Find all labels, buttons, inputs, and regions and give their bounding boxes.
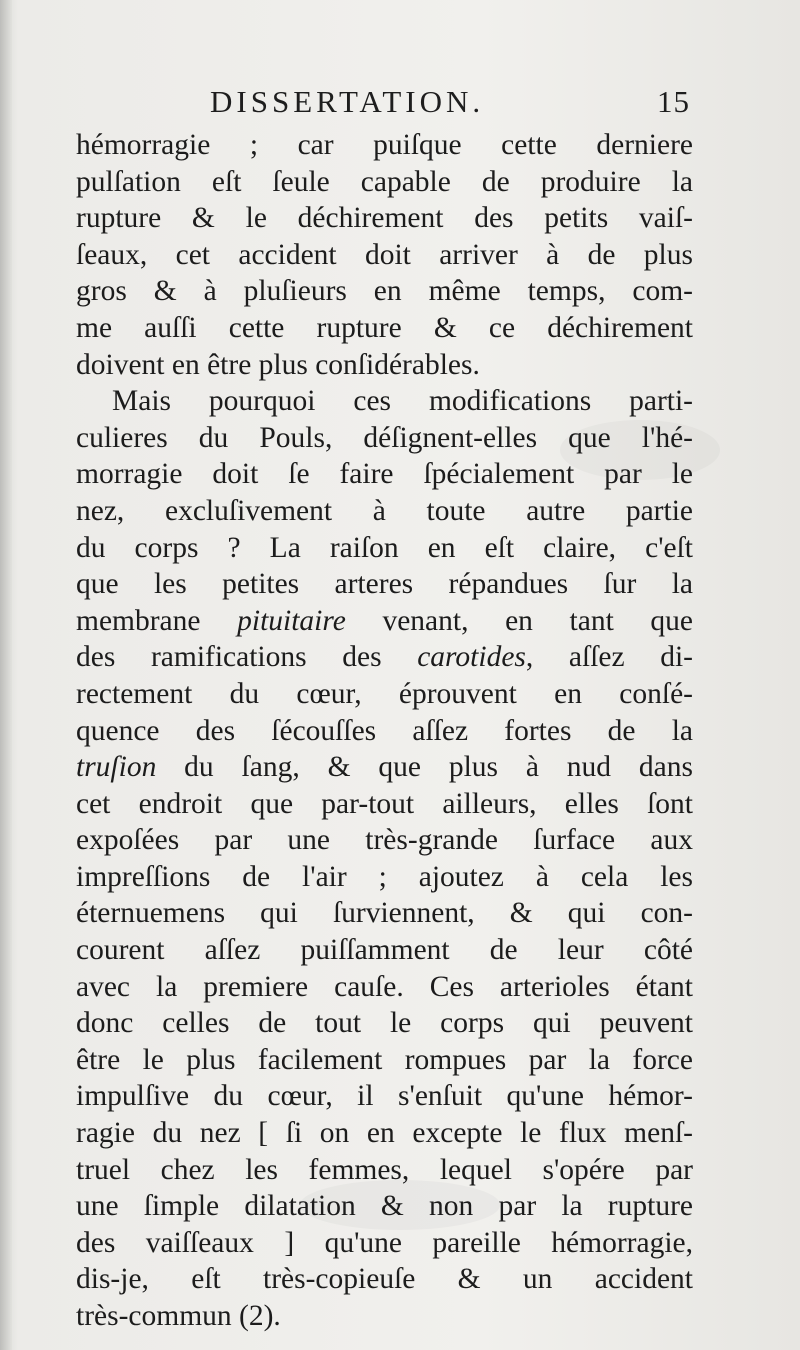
text-line: quence des ſécouſſes aſſez fortes de la — [76, 714, 693, 747]
text-line: nez, excluſivement à toute autre partie — [76, 494, 693, 527]
header-title: DISSERTATION. — [210, 84, 485, 119]
text-line: truſion du ſang, & que plus à nud dans — [76, 751, 693, 784]
running-header — [210, 84, 690, 124]
paragraph-first-line: Mais pourquoi ces modifications parti- — [112, 385, 693, 418]
text-line: donc celles de tout le corps qui peuvent — [76, 1007, 693, 1040]
text-line: hémorragie ; car puiſque cette derniere — [76, 129, 693, 161]
text-line: cet endroit que par-tout ailleurs, elles ſont — [76, 787, 693, 820]
text-line: éternuemens qui ſurviennent, & qui con- — [76, 897, 693, 930]
page-number: 15 — [657, 84, 690, 119]
page-gutter-shadow — [0, 0, 12, 1350]
text-line: expoſées par une très-grande ſurface aux — [76, 824, 693, 857]
text-line: pulſation eſt ſeule capable de produire la — [76, 165, 693, 198]
text-line: dis-je, eſt très-copieuſe & un accident — [76, 1263, 693, 1296]
text-line: truel chez les femmes, lequel s'opére par — [76, 1153, 693, 1186]
text-line: une ſimple dilatation & non par la rupture — [76, 1190, 693, 1223]
text-line: gros & à pluſieurs en même temps, com- — [76, 275, 693, 308]
text-line: courent aſſez puiſſamment de leur côté — [76, 934, 693, 967]
text-line: que les petites arteres répandues ſur la — [76, 568, 693, 601]
text-line: ſeaux, cet accident doit arriver à de plus — [76, 238, 693, 271]
italic-term: carotides — [417, 641, 526, 674]
text-line: impulſive du cœur, il s'enſuit qu'une hémor- — [76, 1080, 693, 1113]
text-line: avec la premiere cauſe. Ces arterioles étant — [76, 970, 693, 1003]
text-line: me auſſi cette rupture & ce déchirement — [76, 311, 693, 344]
text-line: ragie du nez [ ſi on en excepte le flux menſ- — [76, 1117, 693, 1150]
text-line: des vaiſſeaux ] qu'une pareille hémorragie, — [76, 1226, 693, 1259]
text-line: rectement du cœur, éprouvent en conſé- — [76, 677, 693, 710]
text-line: morragie doit ſe faire ſpécialement par le — [76, 458, 693, 491]
text-line: des ramifications des carotides, aſſez di- — [76, 641, 693, 674]
text-line: membrane pituitaire venant, en tant que — [76, 604, 693, 637]
italic-term: pituitaire — [237, 604, 346, 637]
text-line: culieres du Pouls, déſignent-elles que l'hé- — [76, 421, 693, 454]
body-text — [76, 127, 693, 1335]
text-line: doivent en être plus conſidérables. — [76, 348, 480, 381]
text-line: très-commun (2). — [76, 1300, 281, 1332]
text-line: être le plus facilement rompues par la force — [76, 1043, 693, 1076]
text-line: du corps ? La raiſon en eſt claire, c'eſt — [76, 531, 693, 564]
text-line: impreſſions de l'air ; ajoutez à cela les — [76, 860, 693, 893]
text-line: rupture & le déchirement des petits vaiſ- — [76, 202, 693, 235]
italic-term: truſion — [76, 751, 157, 784]
